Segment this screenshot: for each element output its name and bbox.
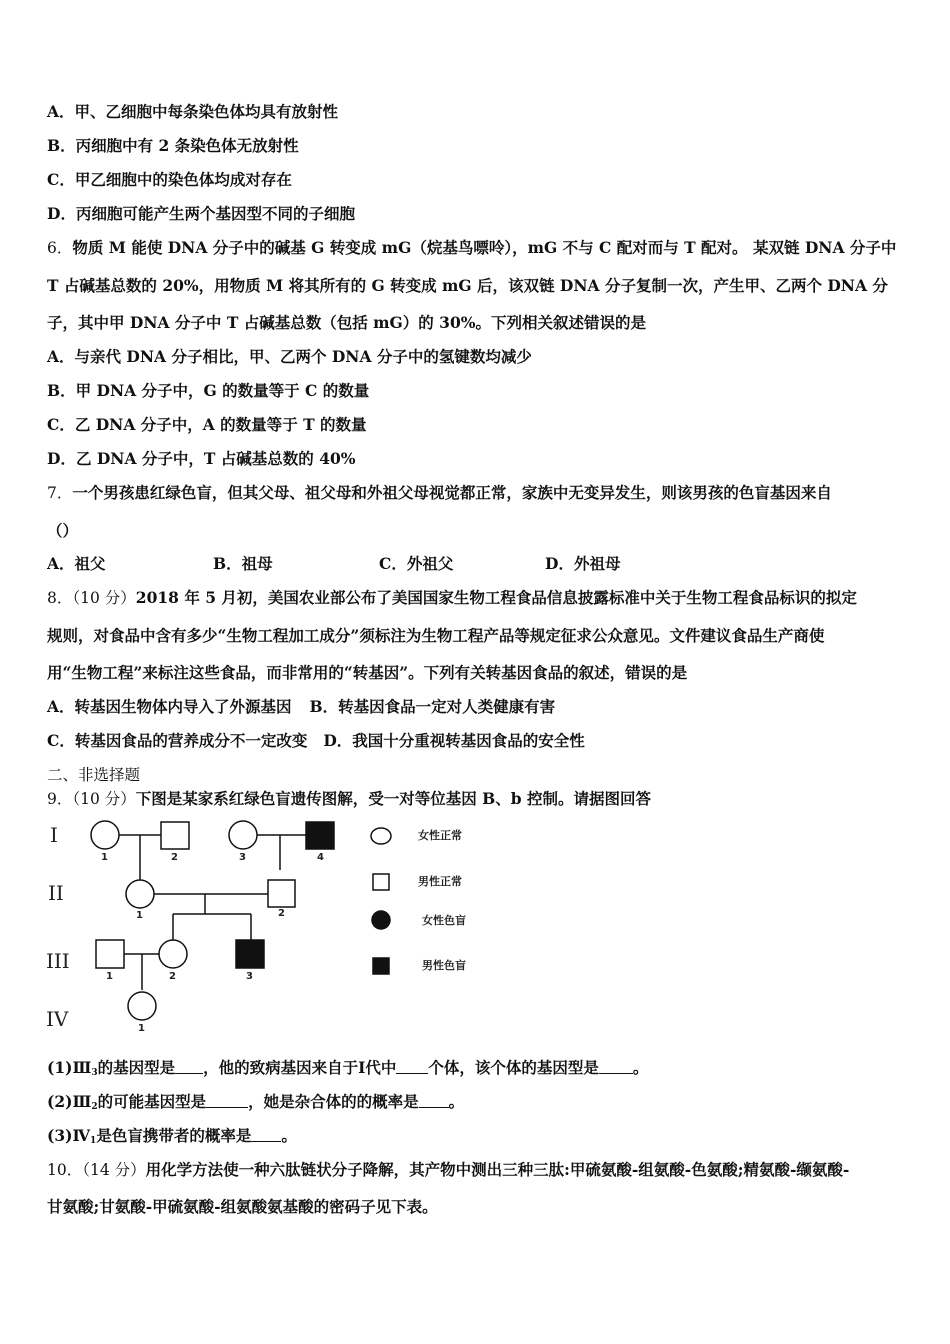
- q7-number: 7．: [47, 484, 73, 502]
- iii2-number: 2: [169, 971, 176, 982]
- q10-stem-line2: 甘氨酸;甘氨酸-甲硫氨酸-组氨酸氨基酸的密码子见下表。: [47, 1197, 438, 1216]
- iii1-normal-male-icon: [96, 940, 124, 968]
- q10-stem-line1: 10．（14 分）用化学方法使一种六肽链状分子降解，其产物中测出三种三肽:甲硫氨酸-组氨酸-色氨酸;精氨酸-缬氨酸-: [47, 1160, 850, 1179]
- ii1-number: 1: [136, 910, 143, 921]
- q8-option-c: C．转基因食品的营养成分不一定改变: [47, 731, 308, 750]
- legend-label-colorblind-female: 女性色盲: [422, 914, 466, 927]
- q7-option-a: A．祖父: [47, 554, 106, 573]
- q8-score: （10 分）: [72, 589, 136, 607]
- q8-options-row2: [47, 731, 585, 751]
- q7-stem-line1: 7．一个男孩患红绿色盲，但其父母、祖父母和外祖父母视觉都正常，家族中无变异发生，则该男孩的色盲基因来自: [47, 483, 832, 502]
- q6-stem-line3: 子，其中甲 DNA 分子中 T 占碱基总数（包括 mG）的 30%。下列相关叙述错误的是: [47, 313, 646, 332]
- q6-option-c: C．乙 DNA 分子中，A 的数量等于 T 的数量: [47, 415, 367, 434]
- ii2-number: 2: [278, 908, 285, 919]
- legend-normal-female-icon: [371, 828, 391, 844]
- q8-option-a: A．转基因生物体内导入了外源基因: [47, 697, 292, 716]
- legend-colorblind-male-icon: [373, 958, 389, 974]
- q9-sub2-blank-2[interactable]: [419, 1093, 449, 1108]
- q9-sub1-blank-1[interactable]: [175, 1059, 203, 1074]
- i1-number: 1: [101, 852, 108, 863]
- q8-stem-line3: 用“生物工程”来标注这些食品，而非常用的“转基因”。下列有关转基因食品的叙述，错误的是: [47, 663, 688, 682]
- iii1-number: 1: [106, 971, 113, 982]
- i3-number: 3: [239, 852, 246, 863]
- q9-score: （10 分）: [72, 790, 136, 808]
- q7-option-b: B．祖母: [213, 554, 273, 573]
- q8-option-d: D．我国十分重视转基因食品的安全性: [323, 731, 585, 750]
- gen-label-iv: IV: [46, 1007, 69, 1031]
- q5-option-d: D．丙细胞可能产生两个基因型不同的子细胞: [47, 204, 355, 223]
- i4-colorblind-male-icon: [306, 822, 334, 849]
- q9-sub2: $(2)Ⅲ_2$的可能基因型是 ，她是杂合体的的概率是 。: [47, 1092, 465, 1112]
- q9-sub1-blank-3[interactable]: [599, 1059, 633, 1074]
- q6-stem-line2: T 占碱基总数的 20%，用物质 M 将其所有的 G 转变成 mG 后，该双链 DNA 分子复制一次，产生甲、乙两个 DNA 分: [47, 276, 888, 295]
- q5-option-a: A．甲、乙细胞中每条染色体均具有放射性: [47, 102, 339, 121]
- q7-stem-line2: （）: [47, 521, 79, 540]
- legend-label-colorblind-male: 男性色盲: [422, 959, 466, 972]
- iv1-normal-female-icon: [128, 992, 156, 1020]
- iii3-number: 3: [246, 971, 253, 982]
- i3-normal-female-icon: [229, 821, 257, 849]
- q9-sub1-blank-2[interactable]: [396, 1059, 428, 1074]
- q9-sub1: $(1)Ⅲ_3$的基因型是 ，他的致病基因来自于Ⅰ代中 个体，该个体的基因型是 。: [47, 1058, 649, 1078]
- q9-stem: 9．（10 分）下图是某家系红绿色盲遗传图解，受一对等位基因 B、b 控制。请据图回答: [47, 789, 652, 808]
- q6-number: 6．: [47, 239, 73, 257]
- legend-label-normal-female: 女性正常: [418, 829, 462, 842]
- q6-stem-line1: 6．物质 M 能使 DNA 分子中的碱基 G 转变成 mG（烷基鸟嘌呤），mG 不与 C 配对而与 T 配对。 某双链 DNA 分子中: [47, 238, 897, 257]
- legend-normal-male-icon: [373, 874, 389, 890]
- q5-option-c: C．甲乙细胞中的染色体均成对存在: [47, 170, 292, 189]
- q9-sub3-blank-1[interactable]: [251, 1127, 281, 1142]
- q8-options-row1: [47, 697, 555, 717]
- iii3-colorblind-male-icon: [236, 940, 264, 968]
- q7-option-c: C．外祖父: [379, 554, 454, 573]
- q9-sub2-blank-1[interactable]: [206, 1093, 248, 1108]
- i2-number: 2: [171, 852, 178, 863]
- section-heading: 二、非选择题: [47, 766, 141, 784]
- i2-normal-male-icon: [161, 822, 189, 849]
- ii1-normal-female-icon: [126, 880, 154, 908]
- legend-label-normal-male: 男性正常: [418, 875, 462, 888]
- q8-number: 8．: [47, 589, 73, 607]
- pedigree-diagram: [40, 812, 500, 1040]
- q8-stem-line1: 8．（10 分）2018 年 5 月初，美国农业部公布了美国国家生物工程食品信息披露标准中关于生物工程食品标识的拟定: [47, 588, 857, 607]
- q9-number: 9．: [47, 790, 73, 808]
- iv1-number: 1: [138, 1023, 145, 1034]
- gen-label-iii: III: [46, 949, 70, 973]
- q7-option-d: D．外祖母: [545, 554, 621, 573]
- q6-option-a: A．与亲代 DNA 分子相比，甲、乙两个 DNA 分子中的氢键数均减少: [47, 347, 532, 366]
- q9-sub3: $(3)Ⅳ_1$是色盲携带者的概率是 。: [47, 1126, 297, 1146]
- q8-stem-line2: 规则，对食品中含有多少“生物工程加工成分”须标注为生物工程产品等规定征求公众意见。文件建议食品生产商使: [47, 626, 825, 645]
- q6-option-d: D．乙 DNA 分子中，T 占碱基总数的 40%: [47, 449, 356, 468]
- i1-normal-female-icon: [91, 821, 119, 849]
- q7-options: [47, 554, 620, 574]
- q10-number: 10．: [47, 1161, 83, 1179]
- q5-option-b: B．丙细胞中有 2 条染色体无放射性: [47, 136, 299, 155]
- q8-option-b: B．转基因食品一定对人类健康有害: [309, 697, 556, 716]
- q6-option-b: B．甲 DNA 分子中，G 的数量等于 C 的数量: [47, 381, 370, 400]
- ii2-normal-male-icon: [268, 880, 295, 907]
- iii2-normal-female-icon: [159, 940, 187, 968]
- legend-colorblind-female-icon: [372, 911, 390, 929]
- q10-score: （14 分）: [82, 1161, 146, 1179]
- gen-label-i: I: [50, 823, 58, 847]
- gen-label-ii: II: [48, 881, 64, 905]
- i4-number: 4: [317, 852, 324, 863]
